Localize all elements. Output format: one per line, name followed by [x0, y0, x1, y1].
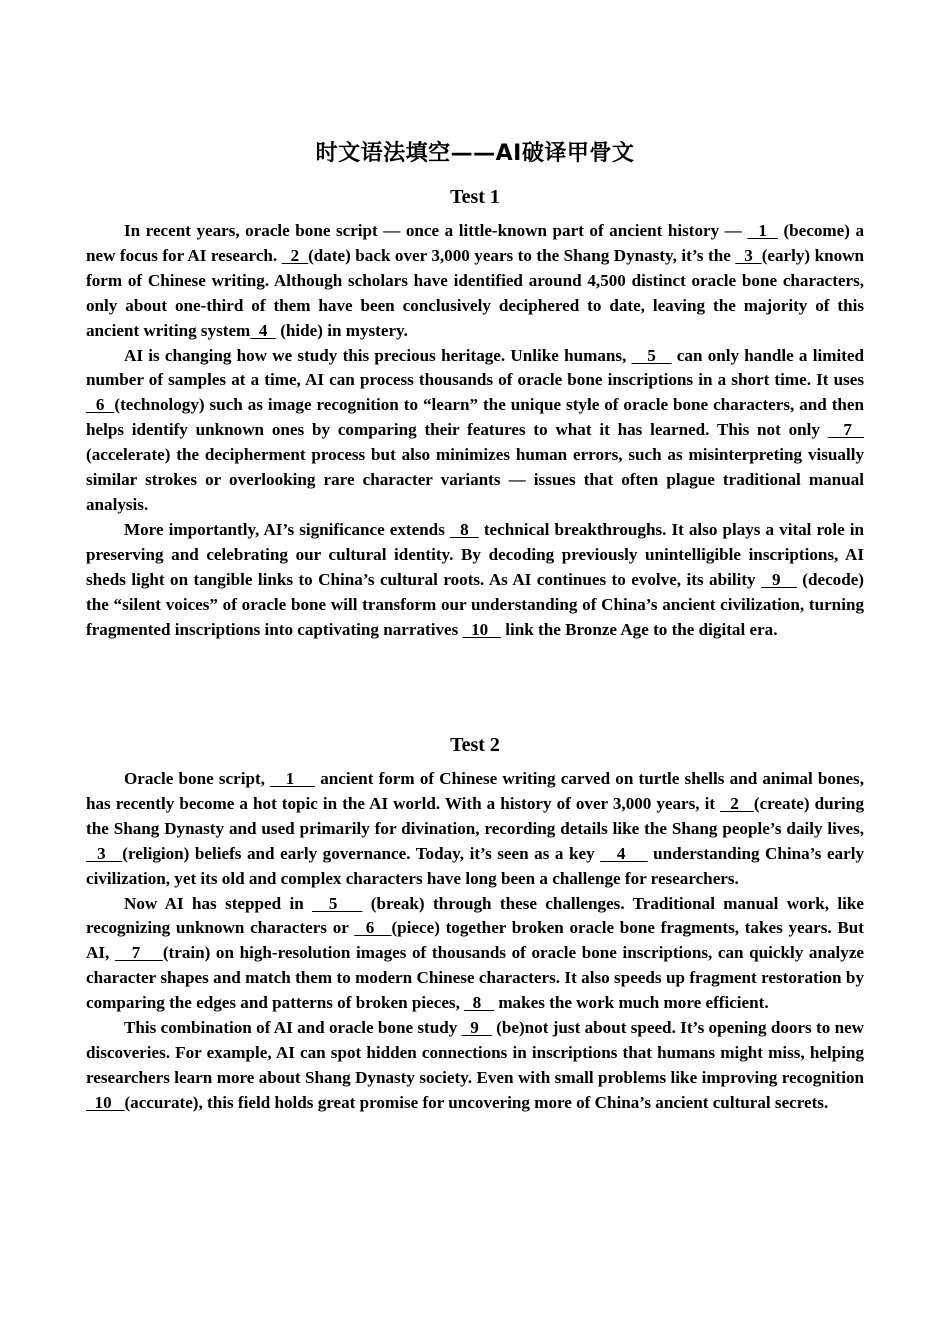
test-2-paragraph-2 [86, 892, 864, 1017]
blank-10: 10 [462, 619, 501, 639]
text-segment: (technology) such as image recognition to “learn” the unique style of oracle bone characters, and then helps identify unknown ones by comparing their features to what it has learned. This not only [86, 395, 865, 440]
blank-1: 1 [270, 769, 316, 788]
blank-3: 3 [86, 843, 123, 863]
test-1-section [86, 186, 864, 642]
test-2-paragraph-3 [86, 1016, 864, 1116]
text-segment: can only handle a limited number of samples at a time, AI can process thousands of oracle bone inscriptions in a short time. It uses [86, 345, 864, 390]
text-segment: (religion) beliefs and early governance. Today, it’s seen as a key [122, 843, 601, 863]
blank-4: 4 [600, 843, 648, 863]
blank-6: 6 [354, 918, 392, 938]
text-segment: In recent years, oracle bone script — once a little-known part of ancient history — [124, 221, 748, 240]
text-segment: (date) back over 3,000 years to the Shang Dynasty, it’s the [308, 245, 736, 265]
text-segment: AI is changing how we study this precious heritage. Unlike humans, [124, 345, 632, 365]
blank-6: 6 [86, 395, 115, 415]
blank-7: 7 [827, 420, 864, 440]
text-segment: (be)not just about speed. It’s opening doors to new discoveries. For example, AI can spot hidden connections in inscriptions that humans might miss, helping researchers learn more about Shang Dynasty society. Even with small problems like improving recognition [86, 1018, 865, 1087]
text-segment: technical breakthroughs. It also plays a vital role in preserving and celebrating our cultural identity. By decoding previously unintelligible inscriptions, AI sheds light on tangible links to China’s cultural roots. As AI continues to evolve, its ability [86, 519, 864, 589]
text-segment: (hide) in mystery. [275, 320, 408, 340]
test-2-heading: Test 2 [450, 734, 500, 756]
test-1-paragraph-2 [86, 344, 864, 518]
blank-1: 1 [747, 221, 778, 240]
page-title: 时文语法填空——AI破译甲骨文 [315, 141, 635, 166]
text-segment: ancient form of Chinese writing carved on turtle shells and animal bones, has recently become a hot topic in the AI world. With a history of over 3,000 years, it [86, 769, 864, 813]
text-segment: (decode) the “silent voices” of oracle bone will transform our understanding of China’s ancient civilization, turning fragmented inscriptions into captivating narratives [86, 569, 864, 639]
text-segment: (break) through these challenges. Traditional manual work, like recognizing unknown characters or [86, 893, 864, 938]
blank-5: 5 [312, 893, 363, 913]
blank-8: 8 [464, 993, 495, 1013]
text-segment: (accelerate) the decipherment process but also minimizes human errors, such as misinterpreting visually similar strokes or overlooking rare character variants — issues that often plague traditional manual analysis. [86, 445, 864, 514]
text-segment: This combination of AI and oracle bone study [124, 1018, 462, 1038]
blank-10: 10 [86, 1092, 125, 1112]
test-1-heading: Test 1 [450, 186, 500, 208]
blank-8: 8 [449, 519, 479, 539]
text-segment: (accurate), this field holds great promise for uncovering more of China’s ancient cultural secrets. [124, 1092, 829, 1112]
text-segment: understanding China’s early civilization, yet its old and complex characters have long been a challenge for researchers. [86, 843, 864, 888]
text-segment: (piece) together broken oracle bone fragments, takes years. But AI, [86, 918, 864, 963]
blank-5: 5 [631, 345, 672, 365]
blank-9: 9 [761, 569, 797, 589]
blank-2: 2 [720, 793, 754, 813]
test-1-paragraph-3 [86, 518, 864, 643]
text-segment: (create) during the Shang Dynasty and used primarily for divination, recording details like the Shang people’s daily lives, [86, 793, 864, 838]
text-segment: (early) known form of Chinese writing. Although scholars have identified around 4,500 distinct oracle bone characters, only about one-third of them have been conclusively deciphered to date, leaving the majority of this ancient writing system [86, 245, 865, 340]
text-segment: Now AI has stepped in [124, 893, 313, 913]
test-1-paragraph-1 [86, 219, 864, 344]
blank-2: 2 [281, 245, 309, 265]
blank-7: 7 [114, 943, 163, 963]
blank-9: 9 [461, 1018, 492, 1038]
text-segment: (become) a new focus for AI research. [86, 221, 864, 265]
text-segment: More importantly, AI’s significance extends [124, 519, 450, 539]
text-segment: makes the work much more efficient. [494, 993, 769, 1013]
blank-4: 4 [250, 320, 276, 340]
blank-3: 3 [735, 245, 762, 265]
text-segment: link the Bronze Age to the digital era. [500, 619, 778, 639]
test-2-paragraph-1 [86, 767, 864, 892]
text-segment: (train) on high-resolution images of thousands of oracle bone inscriptions, can quickly analyze character shapes and match them to modern Chinese characters. It also speeds up fragment restoration by comparing the edges and patterns of broken pieces, [86, 943, 864, 1013]
text-segment: Oracle bone script, [124, 769, 271, 788]
test-2-section [86, 734, 864, 1116]
